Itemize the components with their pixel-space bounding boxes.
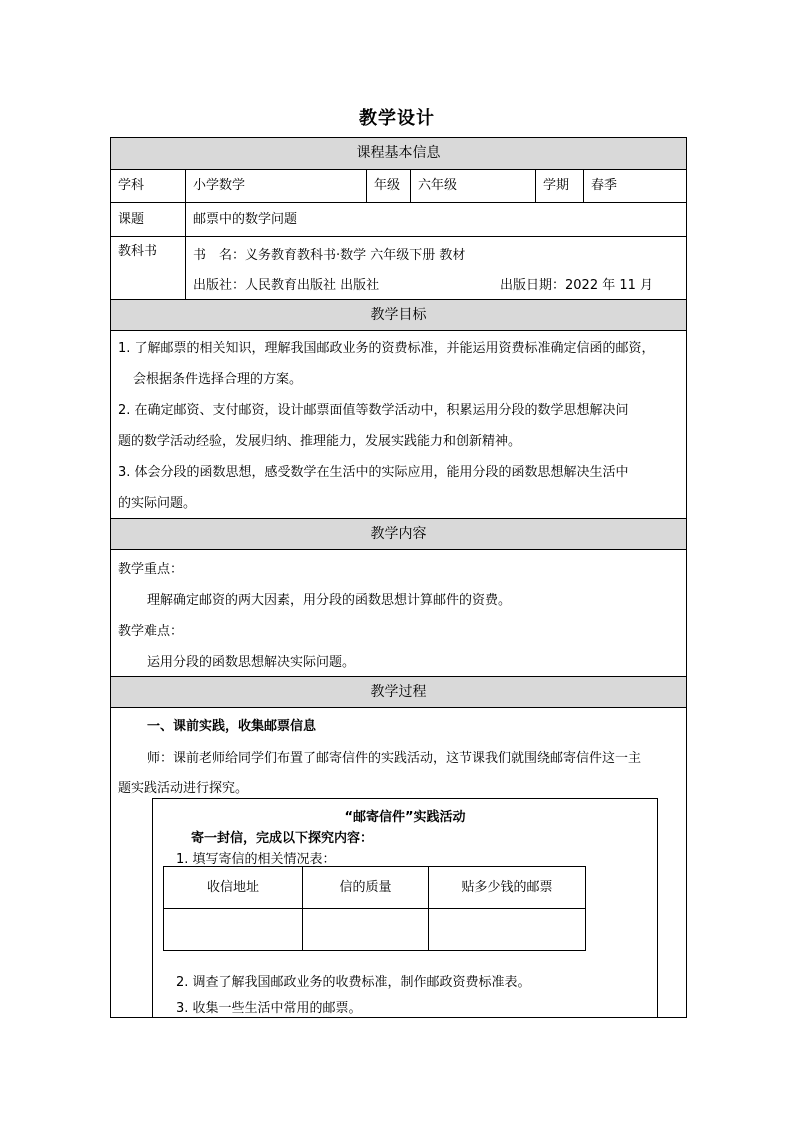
grade-label: 年级 — [367, 170, 411, 202]
section-header-process: 教学过程 — [111, 677, 686, 708]
term-value: 春季 — [591, 178, 618, 193]
table-cell[interactable] — [429, 909, 585, 951]
table-header: 信的质量 — [303, 867, 429, 909]
difficulty-label: 教学难点： — [118, 624, 184, 639]
table-cell[interactable] — [303, 909, 429, 951]
topic-label: 课题 — [111, 203, 186, 236]
goals-block — [111, 331, 686, 519]
grade-value: 六年级 — [411, 170, 536, 202]
table-header: 贴多少钱的邮票 — [429, 867, 585, 909]
info-row-textbook — [111, 237, 686, 300]
table-cell[interactable] — [164, 909, 303, 951]
subject-label: 学科 — [111, 170, 186, 202]
step-title: 一、课前实践，收集邮票信息 — [147, 719, 317, 734]
activity-item: 1. 填写寄信的相关情况表： — [176, 852, 336, 867]
section-header-content: 教学内容 — [111, 519, 686, 550]
textbook-name: 书 名：义务教育教科书·数学 六年级下册 教材 — [193, 248, 466, 263]
activity-item: 2. 调查了解我国邮政业务的收费标准，制作邮政资费标准表。 — [176, 975, 531, 990]
key-point-label: 教学重点： — [118, 562, 184, 577]
lesson-table — [110, 137, 687, 1018]
content-block — [111, 550, 686, 677]
goal-line: 1. 了解邮票的相关知识，理解我国邮政业务的资费标准，并能运用资费标准确定信函的邮资， — [118, 341, 655, 356]
goal-line: 会根据条件选择合理的方案。 — [133, 372, 303, 387]
mail-info-table — [163, 866, 586, 951]
info-row-subject — [111, 170, 686, 203]
goal-line: 的实际问题。 — [118, 496, 197, 511]
section-header-basic: 课程基本信息 — [111, 138, 686, 170]
difficulty-text: 运用分段的函数思想解决实际问题。 — [147, 655, 356, 670]
topic-value: 邮票中的数学问题 — [193, 212, 298, 227]
key-point-text: 理解确定邮资的两大因素，用分段的函数思想计算邮件的资费。 — [147, 593, 512, 608]
activity-title: “邮寄信件”实践活动 — [344, 810, 466, 825]
textbook-publish-date: 出版日期：2022 年 11 月 — [500, 278, 654, 293]
teacher-text: 题实践活动进行探究。 — [118, 781, 249, 796]
goal-line: 2. 在确定邮资、支付邮资，设计邮票面值等数学活动中，积累运用分段的数学思想解决问 — [118, 403, 629, 418]
page-title: 教学设计 — [359, 108, 435, 129]
info-row-topic — [111, 203, 686, 237]
activity-box — [152, 798, 658, 1018]
activity-intro: 寄一封信，完成以下探究内容： — [191, 831, 374, 846]
teacher-text: 师：课前老师给同学们布置了邮寄信件的实践活动，这节课我们就围绕邮寄信件这一主 — [147, 751, 642, 766]
goal-line: 3. 体会分段的函数思想，感受数学在生活中的实际应用，能用分段的函数思想解决生活中 — [118, 465, 629, 480]
section-header-goals: 教学目标 — [111, 300, 686, 331]
goal-line: 题的数学活动经验，发展归纳、推理能力，发展实践能力和创新精神。 — [118, 434, 522, 449]
textbook-label: 教科书 — [111, 237, 186, 299]
textbook-publisher: 出版社：人民教育出版社 出版社 — [193, 278, 380, 293]
subject-value: 小学数学 — [186, 170, 367, 202]
activity-item: 3. 收集一些生活中常用的邮票。 — [176, 1001, 362, 1016]
table-header: 收信地址 — [164, 867, 303, 909]
term-label: 学期 — [536, 170, 584, 202]
